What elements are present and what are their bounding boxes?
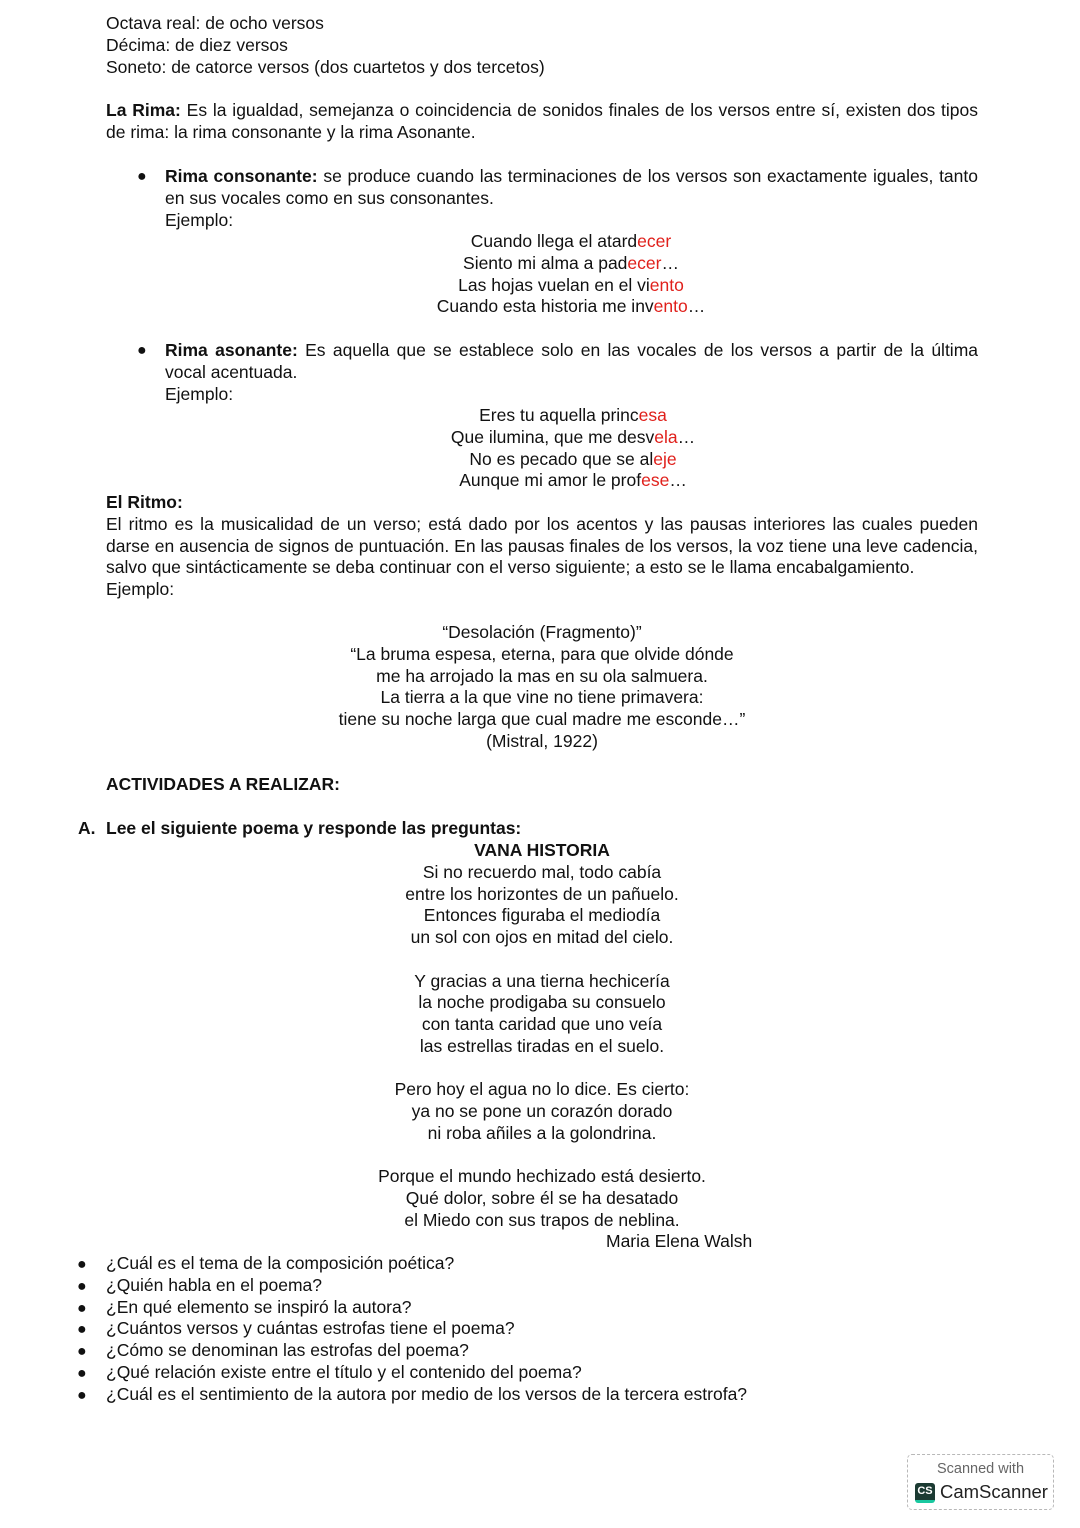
bullet: ● bbox=[137, 342, 147, 359]
poem-line: el Miedo con sus trapos de neblina. bbox=[404, 1209, 680, 1230]
question-text: ¿Cómo se denominan las estrofas del poema? bbox=[106, 1340, 469, 1360]
stanza-gap bbox=[292, 949, 792, 971]
question-text: ¿Cuál es el tema de la composición poética? bbox=[106, 1253, 455, 1273]
bullet: ● bbox=[77, 1256, 87, 1273]
bullet: ● bbox=[77, 1277, 87, 1295]
poem-line: Si no recuerdo mal, todo cabía bbox=[422, 861, 662, 882]
rhyme-highlight: ecer bbox=[637, 231, 672, 251]
rima-label: La Rima: bbox=[106, 100, 181, 120]
poem-text: No es pecado que se al bbox=[469, 448, 654, 469]
question-text: ¿En qué elemento se inspiró la autora? bbox=[106, 1296, 412, 1317]
verse-types bbox=[106, 13, 545, 78]
rhyme-highlight: eje bbox=[653, 448, 677, 469]
question-text: ¿Cuál es el sentimiento de la autora por medio de los versos de la tercera estrofa? bbox=[106, 1383, 748, 1404]
text-line: Soneto: de catorce versos (dos cuartetos y dos tercetos) bbox=[106, 56, 545, 77]
poem-line: tiene su noche larga que cual madre me esconde…” bbox=[338, 709, 746, 729]
rhyme-highlight: ela bbox=[654, 426, 678, 447]
ritmo-text: El ritmo es la musicalidad de un verso; está dado por los acentos y las pausas interiores las cuales pueden darse en ausencia de signos de puntuación. En las pausas finales de los versos, la voz tiene una leve cadencia, salvo que sintácticamente se deba continuar con el verso siguiente; a esto se le llama encabalgamiento. bbox=[106, 513, 978, 578]
poem-line: las estrellas tiradas en el suelo. bbox=[419, 1035, 665, 1056]
poem-line bbox=[373, 405, 773, 427]
poem-line bbox=[371, 275, 771, 297]
bullet: ● bbox=[77, 1343, 87, 1360]
poem-text: … bbox=[687, 296, 706, 317]
poem-line bbox=[371, 231, 771, 253]
question-text: ¿Cuántos versos y cuántas estrofas tiene el poema? bbox=[106, 1318, 515, 1339]
poem-text: Cuando llega el atard bbox=[470, 231, 638, 251]
poem-text: Aunque mi amor le prof bbox=[459, 470, 642, 491]
poem-line: Y gracias a una tierna hechicería bbox=[414, 970, 670, 991]
poem-text: … bbox=[669, 470, 687, 491]
camscanner-watermark bbox=[907, 1454, 1054, 1510]
example-label: Ejemplo: bbox=[106, 579, 175, 599]
rima-paragraph bbox=[106, 100, 978, 144]
poem-line bbox=[373, 427, 773, 449]
poem-text: … bbox=[661, 252, 679, 273]
poem-text: Las hojas vuelan en el vi bbox=[458, 274, 650, 295]
ritmo-section bbox=[106, 492, 978, 601]
vana-historia-poem bbox=[292, 840, 792, 1232]
poem-text: Cuando esta historia me inv bbox=[436, 296, 654, 317]
rima-text: Es la igualdad, semejanza o coincidencia de sonidos finales de los versos entre sí, existen dos tipos de rima: la rima consonante y la rima Asonante. bbox=[106, 100, 978, 142]
example-label: Ejemplo: bbox=[165, 383, 234, 404]
stanza-gap bbox=[292, 1058, 792, 1080]
poem-line: ya no se pone un corazón dorado bbox=[411, 1101, 673, 1121]
activities-heading: ACTIVIDADES A REALIZAR: bbox=[106, 774, 340, 794]
consonante-label: Rima consonante: bbox=[165, 166, 318, 186]
asonante-example-poem bbox=[373, 405, 773, 492]
example-label: Ejemplo: bbox=[165, 209, 234, 230]
mistral-poem bbox=[242, 622, 842, 753]
bullet: ● bbox=[77, 1299, 87, 1317]
rhyme-highlight: esa bbox=[638, 405, 667, 425]
stanza-gap bbox=[292, 1145, 792, 1167]
bullet: ● bbox=[77, 1386, 87, 1404]
watermark-text: Scanned with bbox=[936, 1461, 1025, 1477]
bullet: ● bbox=[77, 1364, 87, 1382]
consonante-example-poem bbox=[371, 231, 771, 318]
poem-line: un sol con ojos en mitad del cielo. bbox=[410, 927, 674, 947]
poem-line: me ha arrojado la mas en su ola salmuera. bbox=[376, 665, 708, 686]
bullet: ● bbox=[137, 168, 147, 185]
consonante-text: se produce cuando las terminaciones de los versos son exactamente iguales, tanto en sus vocales como en sus consonantes. bbox=[165, 166, 978, 208]
poem-line: la noche prodigaba su consuelo bbox=[418, 992, 666, 1013]
rhyme-highlight: ento bbox=[653, 296, 688, 317]
poem-text: Eres tu aquella princ bbox=[479, 405, 639, 425]
poem-citation: (Mistral, 1922) bbox=[486, 730, 598, 751]
poem-line: “Desolación (Fragmento)” bbox=[442, 622, 642, 642]
rhyme-highlight: ecer bbox=[627, 252, 662, 273]
section-marker: A. bbox=[78, 818, 96, 838]
rhyme-highlight: ento bbox=[649, 274, 684, 295]
asonante-label: Rima asonante: bbox=[165, 340, 298, 360]
poem-line: Pero hoy el agua no lo dice. Es cierto: bbox=[394, 1079, 690, 1100]
poem-title: VANA HISTORIA bbox=[474, 840, 610, 860]
poem-line bbox=[373, 449, 773, 471]
camscanner-logo-icon: CS bbox=[915, 1483, 935, 1503]
asonante-paragraph bbox=[165, 340, 978, 405]
poem-line bbox=[371, 296, 771, 318]
poem-line: entre los horizontes de un pañuelo. bbox=[405, 883, 679, 904]
asonante-text: Es aquella que se establece solo en las vocales de los versos a partir de la última vocal acentuada. bbox=[165, 340, 979, 382]
poem-text: Siento mi alma a pad bbox=[463, 252, 628, 273]
rhyme-highlight: ese bbox=[641, 470, 670, 491]
poem-line: “La bruma espesa, eterna, para que olvide dónde bbox=[350, 643, 734, 664]
poem-line bbox=[373, 470, 773, 492]
consonante-paragraph bbox=[165, 166, 978, 231]
poem-line: ni roba añiles a la golondrina. bbox=[427, 1122, 657, 1143]
poem-line: con tanta caridad que uno veía bbox=[421, 1014, 663, 1034]
ritmo-label: El Ritmo: bbox=[106, 492, 183, 512]
section-a-title: Lee el siguiente poema y responde las preguntas: bbox=[106, 818, 522, 838]
poem-line: Entonces figuraba el mediodía bbox=[423, 905, 661, 926]
poem-line: Qué dolor, sobre él se ha desatado bbox=[405, 1188, 679, 1208]
bullet: ● bbox=[77, 1321, 87, 1339]
poem-author: Maria Elena Walsh bbox=[606, 1231, 753, 1251]
question-text: ¿Qué relación existe entre el título y el contenido del poema? bbox=[106, 1361, 582, 1382]
poem-text: … bbox=[677, 426, 696, 447]
poem-line: La tierra a la que vine no tiene primavera: bbox=[380, 687, 704, 708]
poem-line: Porque el mundo hechizado está desierto. bbox=[378, 1166, 706, 1187]
text-line: Octava real: de ocho versos bbox=[106, 13, 324, 33]
text-line: Décima: de diez versos bbox=[106, 34, 288, 55]
watermark-brand: CamScanner bbox=[940, 1481, 1048, 1502]
poem-text: Que ilumina, que me desv bbox=[450, 426, 655, 447]
question-text: ¿Quién habla en el poema? bbox=[106, 1274, 322, 1295]
poem-line bbox=[371, 253, 771, 275]
